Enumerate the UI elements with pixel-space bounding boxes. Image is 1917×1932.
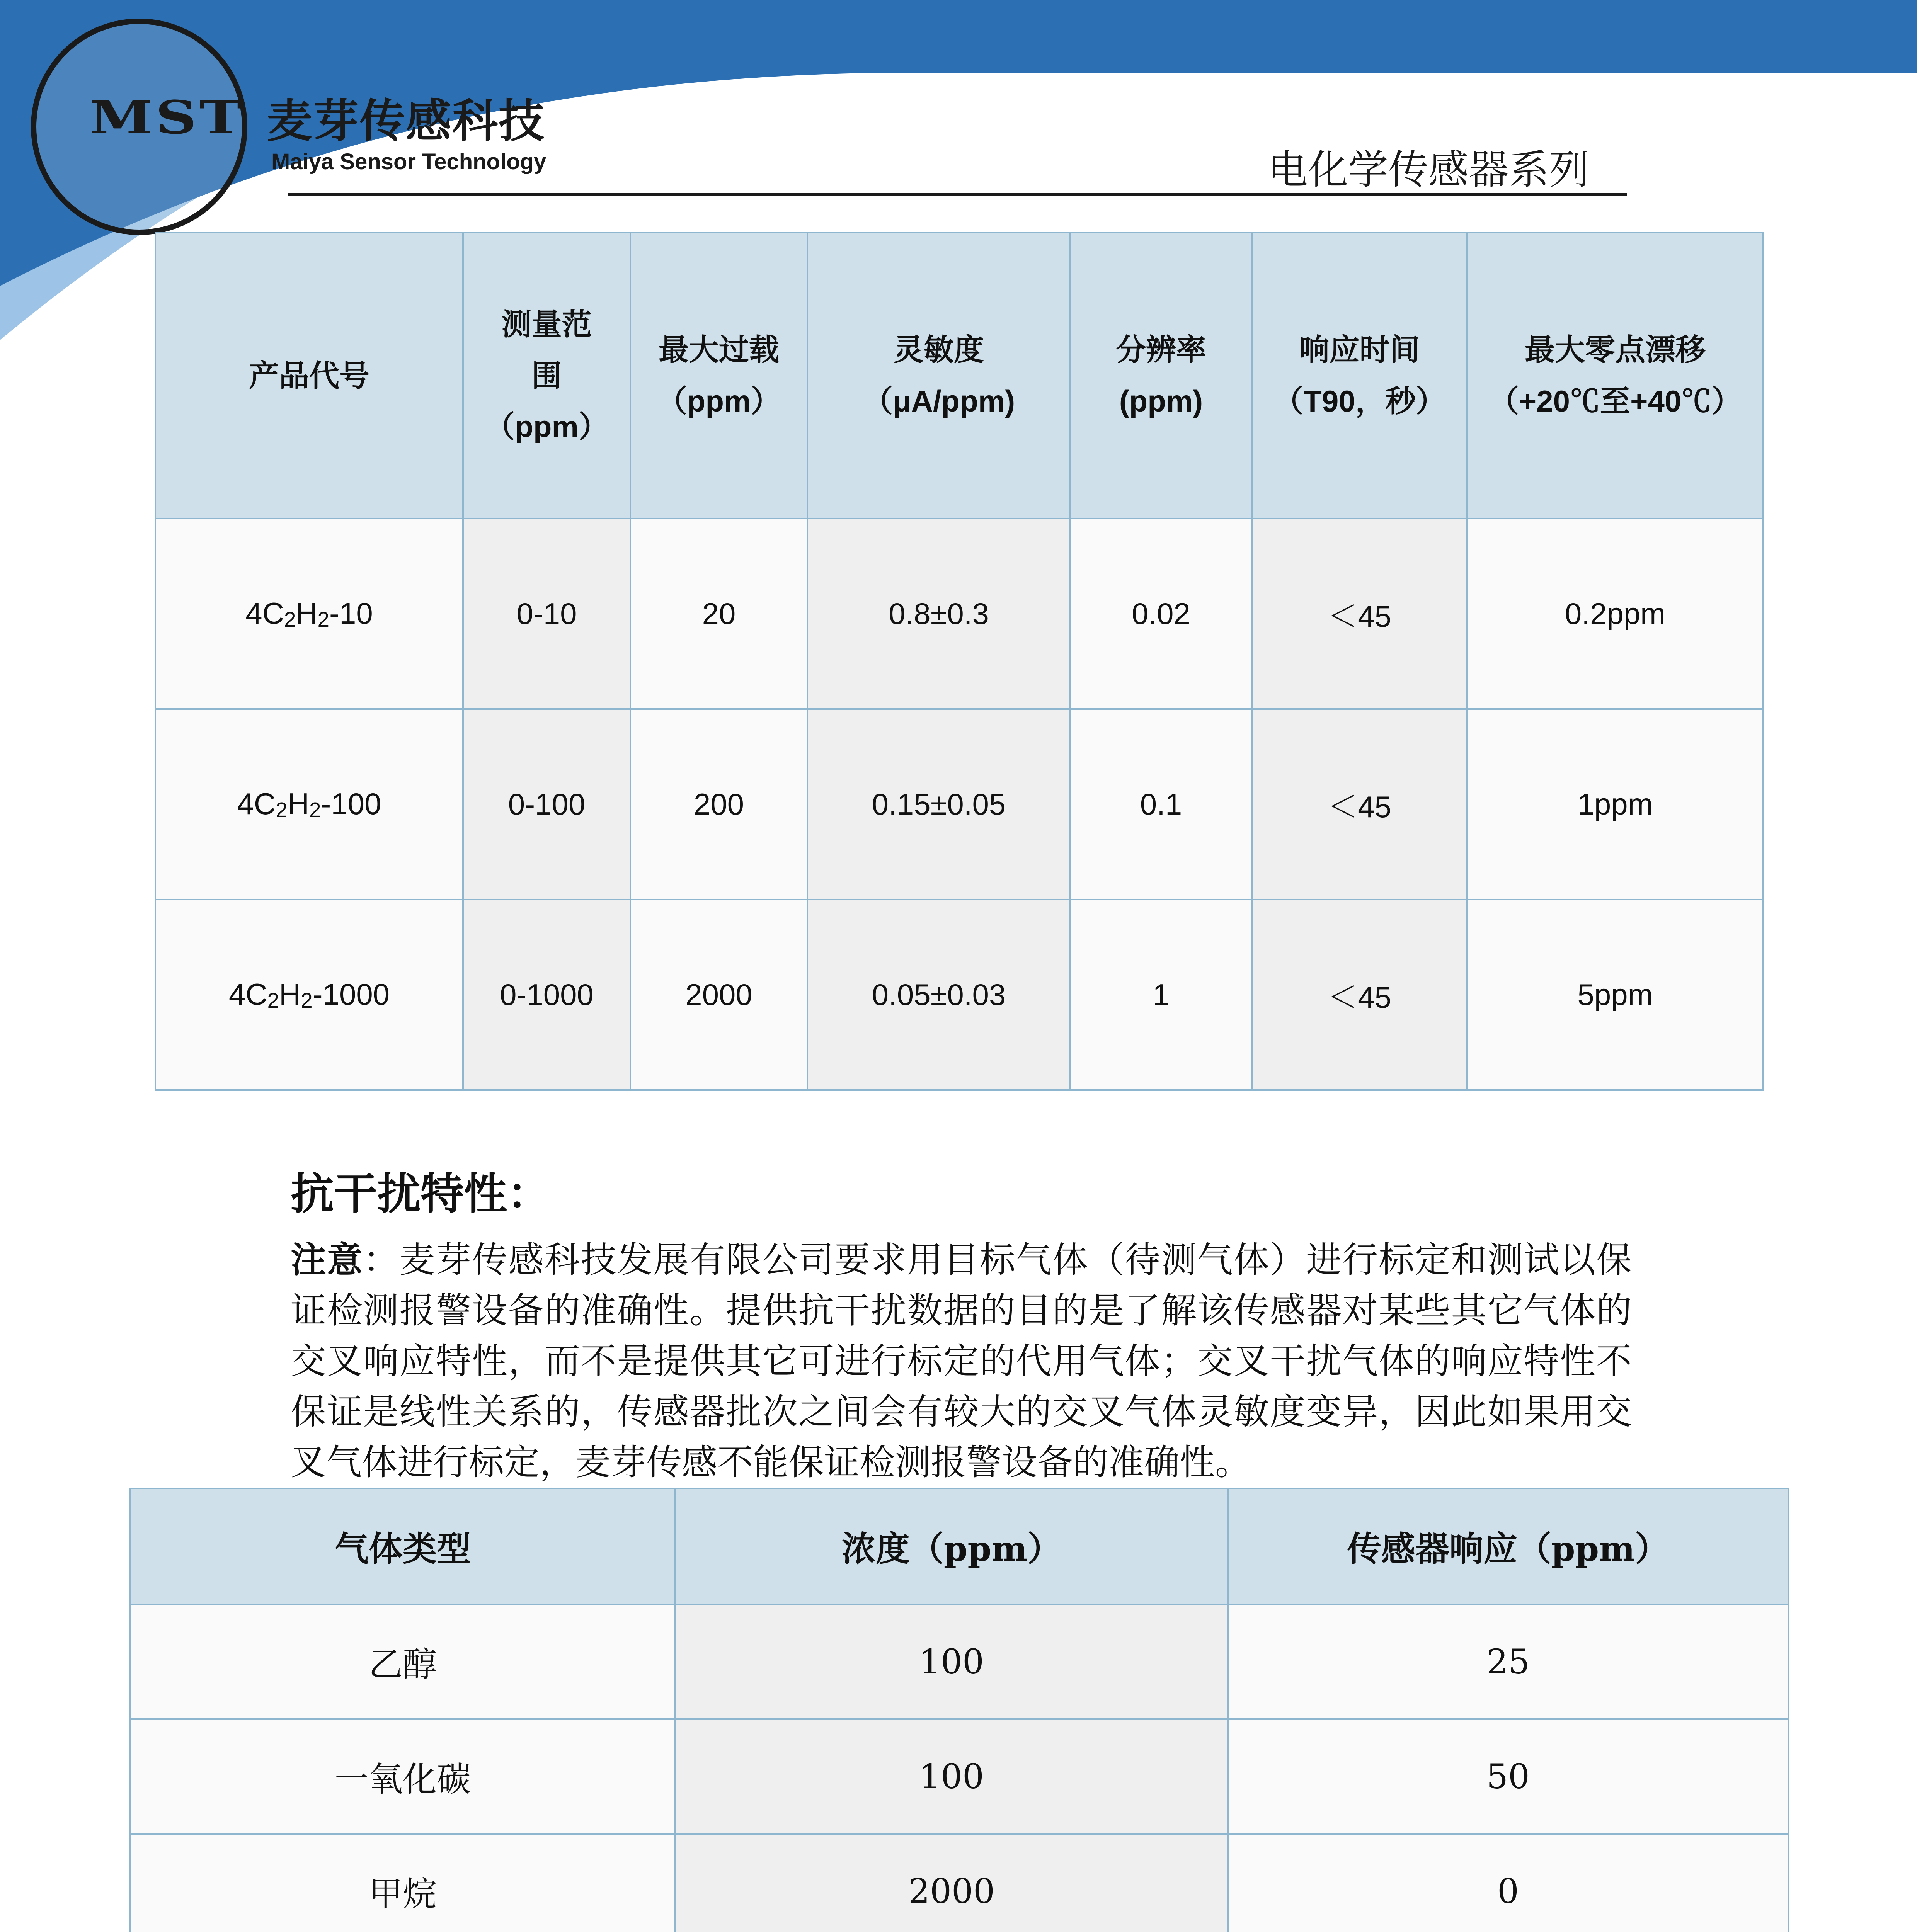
concentration-cell: 2000 — [675, 1834, 1228, 1932]
note-line: 以保证检测报警设备的准确性。提供抗干扰数据的目的是了解该传感器对某些其 — [291, 1239, 1632, 1331]
spec-table — [155, 232, 1764, 1091]
header-gas-type: 气体类型 — [130, 1488, 675, 1604]
note-lead: 注意 — [291, 1239, 363, 1281]
note-line: ：麦芽传感科技发展有限公司要求用目标气体（待测气体）进行标定和测试 — [363, 1239, 1560, 1281]
overload-cell: 2000 — [630, 900, 807, 1090]
spec-header-sensitivity: 灵敏度 （μA/ppm) — [807, 233, 1070, 519]
note-line: 它气体的交叉响应特性，而不是提供其它可进行标定的代用气体；交叉干扰气体 — [291, 1290, 1632, 1382]
table-row — [130, 1719, 1788, 1834]
header-rule — [288, 193, 1627, 196]
table-row — [130, 1604, 1788, 1719]
logo-mark: MST — [89, 90, 245, 144]
spec-header-drift: 最大零点漂移 （+20℃至+40℃） — [1467, 233, 1763, 519]
concentration-cell: 100 — [675, 1719, 1228, 1834]
sensitivity-cell: 0.15±0.05 — [807, 709, 1070, 900]
note-line: 的响应特性不保证是线性关系的，传感器批次之间会有较大的交叉气体灵敏度变 — [291, 1340, 1632, 1432]
table-row — [130, 1834, 1788, 1932]
section-title: 抗干扰特性： — [291, 1169, 550, 1219]
response-cell: 0 — [1228, 1834, 1788, 1932]
gas-cell: 甲烷 — [130, 1834, 675, 1932]
header-sensor-response: 传感器响应（ppm） — [1228, 1488, 1788, 1604]
spec-header-code: 产品代号 — [155, 233, 463, 519]
response-cell: ＜45 — [1252, 519, 1467, 709]
resolution-cell: 0.02 — [1070, 519, 1252, 709]
company-name-cn: 麦芽传感科技 — [267, 94, 545, 148]
note-line: 异，因此如果用交叉气体进行标定，麦芽传感不能保证检测报警设备的准确性。 — [291, 1391, 1632, 1483]
range-cell: 0-100 — [463, 709, 630, 900]
spec-header-response: 响应时间 （T90，秒） — [1252, 233, 1467, 519]
sensitivity-cell: 0.8±0.3 — [807, 519, 1070, 709]
spec-header-overload: 最大过载 （ppm） — [630, 233, 807, 519]
spec-header-range: 测量范 围 （ppm） — [463, 233, 630, 519]
interference-header-row — [130, 1488, 1788, 1604]
spec-header-resolution: 分辨率 (ppm) — [1070, 233, 1252, 519]
response-cell: ＜45 — [1252, 709, 1467, 900]
overload-cell: 20 — [630, 519, 807, 709]
gas-cell: 乙醇 — [130, 1604, 675, 1719]
company-name-en: Maiya Sensor Technology — [271, 149, 546, 174]
drift-cell: 5ppm — [1467, 900, 1763, 1090]
table-row — [155, 900, 1763, 1090]
response-cell: 25 — [1228, 1604, 1788, 1719]
product-code: $4C_2H_2-1000$ — [155, 900, 463, 1090]
response-cell: ＜45 — [1252, 900, 1467, 1090]
spec-table-header-row — [155, 233, 1763, 519]
overload-cell: 200 — [630, 709, 807, 900]
range-cell: 0-10 — [463, 519, 630, 709]
response-cell: 50 — [1228, 1719, 1788, 1834]
concentration-cell: 100 — [675, 1604, 1228, 1719]
product-code: $4C_2H_2-100$ — [155, 709, 463, 900]
note-paragraph — [291, 1235, 1632, 1488]
header-concentration: 浓度（ppm） — [675, 1488, 1228, 1604]
drift-cell: 1ppm — [1467, 709, 1763, 900]
drift-cell: 0.2ppm — [1467, 519, 1763, 709]
gas-cell: 一氧化碳 — [130, 1719, 675, 1834]
table-row — [155, 709, 1763, 900]
sensitivity-cell: 0.05±0.03 — [807, 900, 1070, 1090]
interference-table — [129, 1488, 1789, 1932]
series-title: 电化学传感器系列 — [1268, 146, 1590, 193]
resolution-cell: 0.1 — [1070, 709, 1252, 900]
product-code: $4C_2H_2-10$ — [155, 519, 463, 709]
resolution-cell: 1 — [1070, 900, 1252, 1090]
table-row — [155, 519, 1763, 709]
range-cell: 0-1000 — [463, 900, 630, 1090]
